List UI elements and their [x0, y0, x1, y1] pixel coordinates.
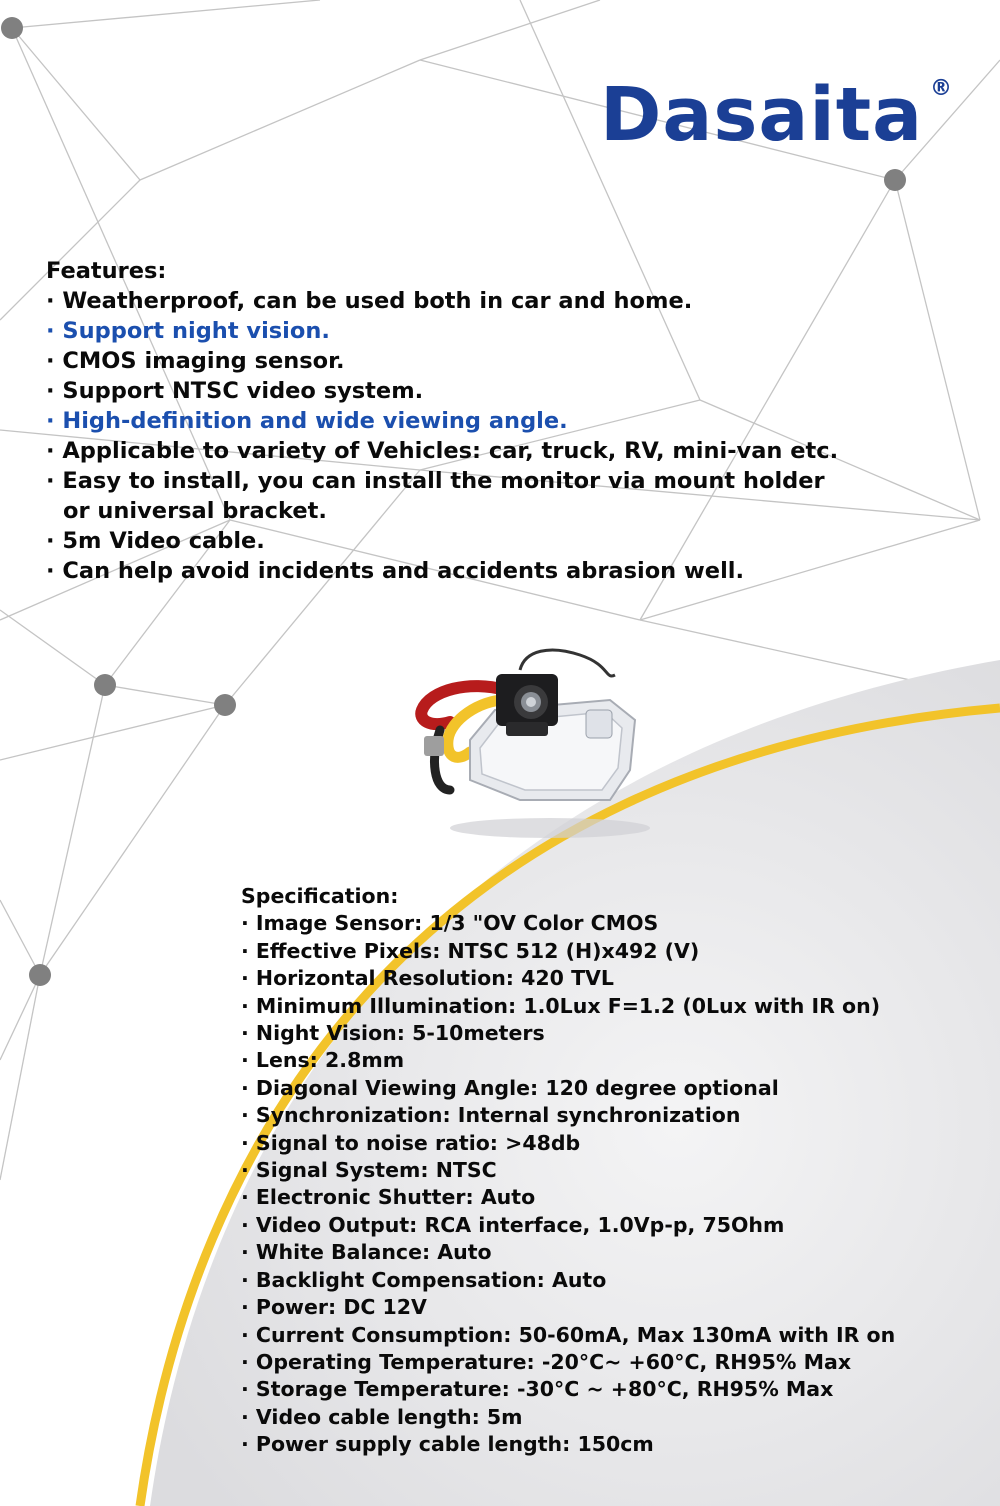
spec-heading: Specification:	[241, 884, 399, 908]
feature-item: · Support NTSC video system.	[46, 378, 424, 404]
feature-item: · Weatherproof, can be used both in car and home.	[46, 288, 693, 314]
feature-item: · Support night vision.	[46, 318, 330, 344]
spec-item: · Current Consumption: 50-60mA, Max 130mA with IR on	[241, 1322, 896, 1347]
feature-item: · Easy to install, you can install the monitor via mount holder	[46, 468, 825, 494]
spec-item: · Electronic Shutter: Auto	[241, 1185, 536, 1210]
features-section	[46, 256, 946, 586]
spec-item: · Backlight Compensation: Auto	[241, 1267, 607, 1292]
feature-item: · High-definition and wide viewing angle.	[46, 408, 568, 434]
spec-item: · Synchronization: Internal synchronization	[241, 1103, 741, 1128]
spec-item: · Power supply cable length: 150cm	[241, 1432, 654, 1457]
feature-item: · 5m Video cable.	[46, 528, 265, 554]
spec-item: · Night Vision: 5-10meters	[241, 1021, 545, 1046]
camera-product-image	[410, 640, 650, 840]
feature-item: · Can help avoid incidents and accidents abrasion well.	[46, 558, 745, 584]
registered-mark: ®	[930, 76, 952, 101]
spec-item: · Image Sensor: 1/3 "OV Color CMOS	[241, 911, 659, 936]
spec-item: · Effective Pixels: NTSC 512 (H)x492 (V)	[241, 938, 700, 963]
feature-item: or universal bracket.	[63, 498, 327, 524]
brand-name: Dasaita	[600, 72, 924, 158]
spec-item: · Storage Temperature: -30°C ~ +80°C, RH95% Max	[241, 1377, 834, 1402]
feature-item: · CMOS imaging sensor.	[46, 348, 345, 374]
spec-item: · Signal System: NTSC	[241, 1158, 497, 1183]
spec-item: · Horizontal Resolution: 420 TVL	[241, 966, 614, 991]
spec-item: · Power: DC 12V	[241, 1295, 427, 1320]
spec-item: · White Balance: Auto	[241, 1240, 492, 1265]
spec-item: · Operating Temperature: -20°C~ +60°C, RH95% Max	[241, 1349, 852, 1374]
spec-item: · Video Output: RCA interface, 1.0Vp-p, 75Ohm	[241, 1212, 785, 1237]
spec-item: · Video cable length: 5m	[241, 1404, 523, 1429]
specification-section	[241, 883, 981, 1459]
spec-item: · Lens: 2.8mm	[241, 1048, 405, 1073]
features-heading: Features:	[46, 258, 167, 284]
spec-item: · Diagonal Viewing Angle: 120 degree optional	[241, 1075, 779, 1100]
feature-item: · Applicable to variety of Vehicles: car, truck, RV, mini-van etc.	[46, 438, 839, 464]
spec-item: · Minimum Illumination: 1.0Lux F=1.2 (0Lux with IR on)	[241, 993, 881, 1018]
spec-item: · Signal to noise ratio: >48db	[241, 1130, 581, 1155]
